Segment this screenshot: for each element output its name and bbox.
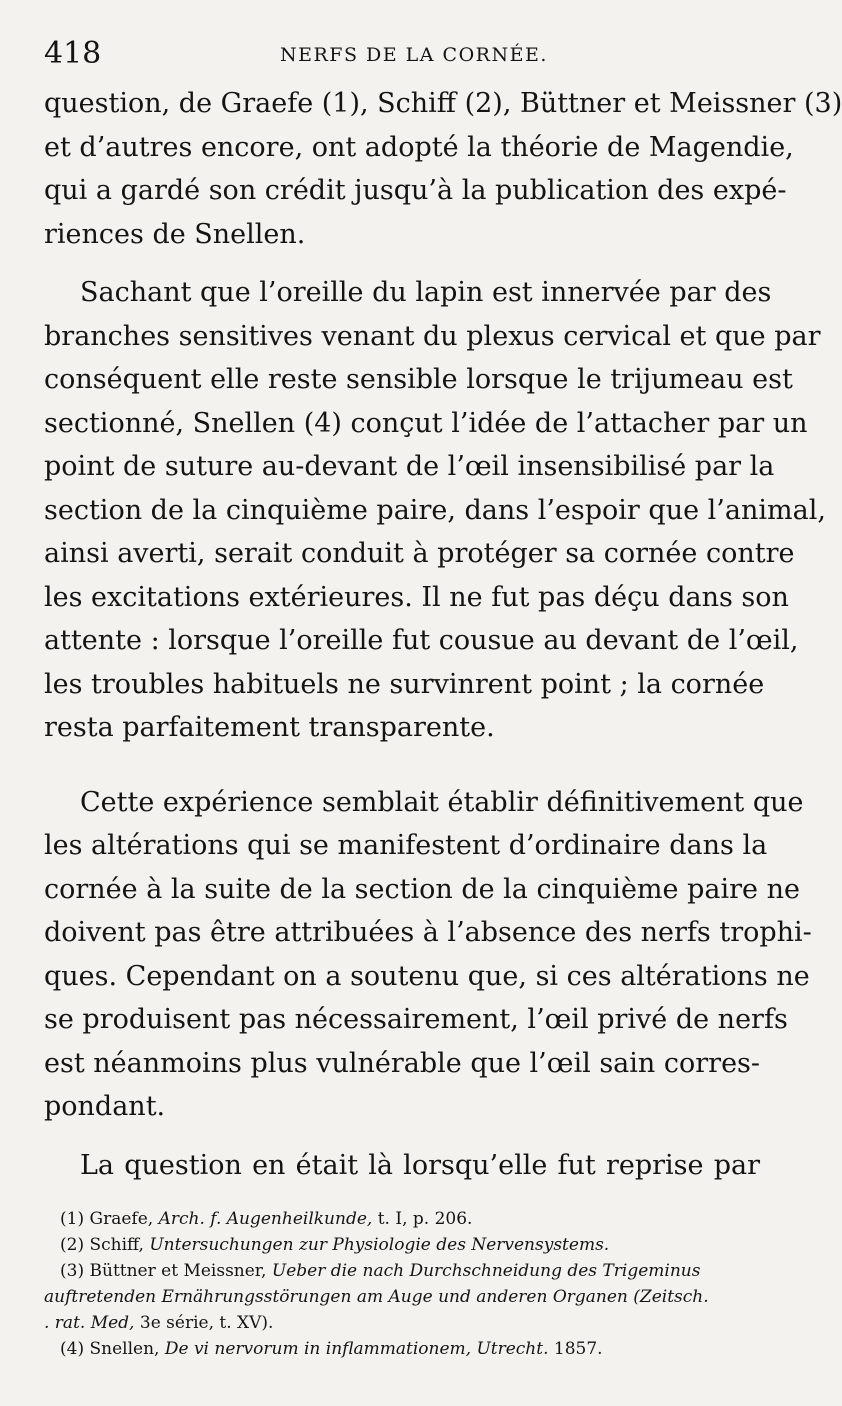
footnote-title: auftretenden Ernährungsstörungen am Auge und anderen Organen (Zeitsch.: [44, 1287, 709, 1307]
text-line: section de la cinquième paire, dans l’espoir que l’animal,: [44, 494, 826, 526]
footnote-title: Ueber die nach Durchschneidung des Trigeminus: [271, 1261, 701, 1281]
running-title: NERFS DE LA CORNÉE.: [280, 44, 548, 66]
footnote-author: Schiff,: [89, 1235, 144, 1255]
text-line: sectionné, Snellen (4) conçut l’idée de l’attacher par un: [44, 407, 808, 439]
footnote-3: [44, 1258, 760, 1284]
footnote-detail: 1857.: [553, 1339, 603, 1359]
footnote-author: Büttner et Meissner,: [89, 1261, 267, 1281]
text-line: se produisent pas nécessairement, l’œil privé de nerfs: [44, 1004, 788, 1035]
page-number: 418: [44, 36, 102, 71]
text-line: point de suture au-devant de l’œil insensibilisé par la: [44, 451, 775, 482]
text-line: conséquent elle reste sensible lorsque le trijumeau est: [44, 364, 793, 395]
footnote-mark: (1): [60, 1209, 85, 1229]
text-line: les excitations extérieures. Il ne fut pas déçu dans son: [44, 581, 789, 613]
footnote-title: Arch. f. Augenheilkunde,: [158, 1209, 373, 1229]
text-line: attente : lorsque l’oreille fut cousue au devant de l’œil,: [44, 625, 799, 656]
footnote-title: . rat. Med,: [44, 1313, 135, 1333]
body-text: [44, 82, 842, 1187]
footnote-mark: (2): [60, 1235, 85, 1255]
footnote-mark: (4): [60, 1339, 85, 1359]
text-line: les troubles habituels ne survinrent point ; la cornée: [44, 668, 765, 700]
footnote-1: [44, 1206, 760, 1232]
footnote-3-continued: [44, 1310, 760, 1336]
footnote-3-continued: [44, 1284, 760, 1310]
text-line: pondant.: [44, 1091, 166, 1122]
footnote-2: [44, 1232, 760, 1258]
footnote-4: [44, 1336, 760, 1362]
text-line: qui a gardé son crédit jusqu’à la publication des expé-: [44, 175, 787, 206]
text-line: branches sensitives venant du plexus cervical et que par: [44, 320, 821, 352]
footnote-mark: (3): [60, 1261, 85, 1281]
footnote-author: Snellen,: [89, 1339, 160, 1359]
footnote-author: Graefe,: [89, 1209, 154, 1229]
text-line: ainsi averti, serait conduit à protéger sa cornée contre: [44, 538, 795, 569]
footnotes: [44, 1206, 760, 1362]
text-line: question, de Graefe (1), Schiff (2), Büttner et Meissner (3): [44, 88, 842, 119]
paragraph-start: Sachant que l’oreille du lapin est innervée par des: [80, 277, 772, 308]
text-line: est néanmoins plus vulnérable que l’œil sain corres-: [44, 1047, 761, 1079]
paragraph-start: La question en était là lorsqu’elle fut reprise par: [80, 1149, 760, 1181]
text-line: ques. Cependant on a soutenu que, si ces altérations ne: [44, 960, 810, 992]
footnote-title: De vi nervorum in inflammationem, Utrecht.: [164, 1339, 549, 1359]
page-header: [44, 36, 760, 76]
text-line: les altérations qui se manifestent d’ordinaire dans la: [44, 830, 768, 861]
text-line: riences de Snellen.: [44, 218, 306, 250]
footnote-detail: t. I, p. 206.: [377, 1209, 473, 1229]
footnote-detail: 3e série, t. XV).: [139, 1313, 274, 1333]
text-line: et d’autres encore, ont adopté la théorie de Magendie,: [44, 131, 794, 163]
text-line: resta parfaitement transparente.: [44, 712, 495, 743]
footnote-title: Untersuchungen zur Physiologie des Nervensystems.: [149, 1235, 610, 1255]
text-line: cornée à la suite de la section de la cinquième paire ne: [44, 873, 800, 905]
paragraph-start: Cette expérience semblait établir définitivement que: [80, 786, 804, 818]
text-line: doivent pas être attribuées à l’absence des nerfs trophi-: [44, 917, 812, 948]
